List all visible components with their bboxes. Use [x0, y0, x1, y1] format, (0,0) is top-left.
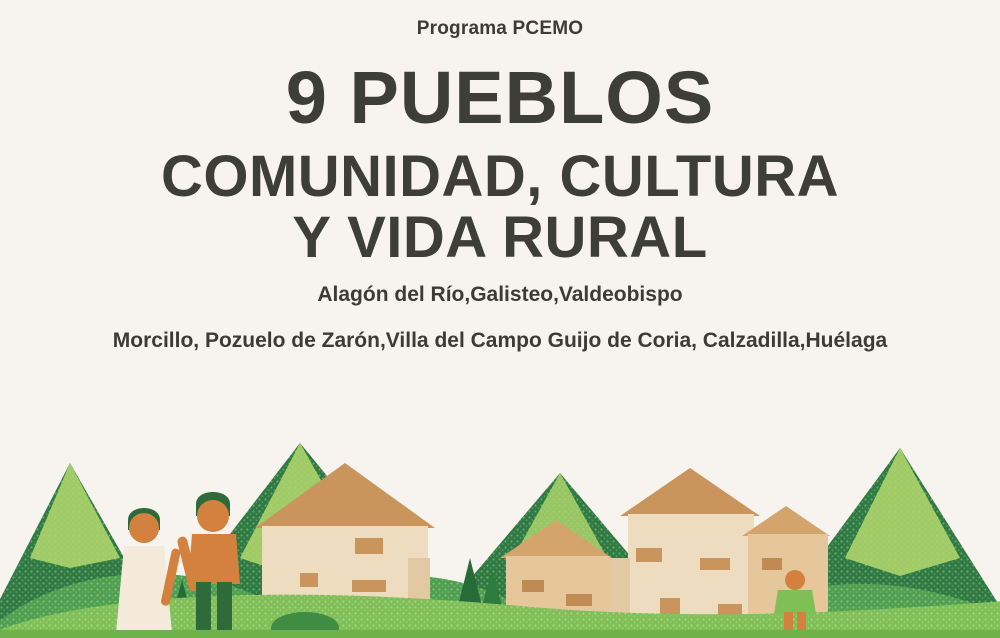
- ground-strip: [0, 630, 1000, 638]
- headline-tertiary: Y VIDA RURAL: [292, 204, 708, 270]
- village-illustration: [0, 408, 1000, 638]
- headline-primary: 9 PUEBLOS: [285, 56, 715, 139]
- headline-secondary: COMUNIDAD, CULTURA: [160, 143, 840, 209]
- towns-line-two: Morcillo, Pozuelo de Zarón,Villa del Campo Guijo de Coria, Calzadilla,Huélaga: [112, 328, 888, 352]
- program-label: Programa PCEMO: [416, 18, 584, 39]
- towns-line-one: Alagón del Río,Galisteo,Valdeobispo: [317, 282, 683, 306]
